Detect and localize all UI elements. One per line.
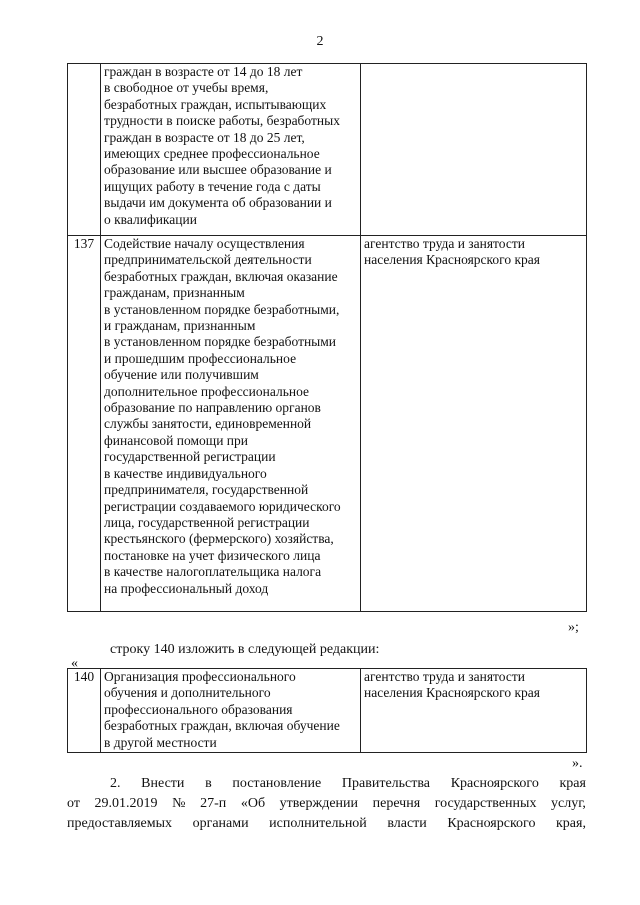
row-number-cell: 137 bbox=[68, 236, 101, 612]
word: предоставляемых bbox=[67, 816, 173, 831]
service-name-line: трудности в поиске работы, безработных bbox=[104, 113, 340, 129]
service-name-line: государственной регистрации bbox=[104, 449, 276, 465]
closing-quote-period: ». bbox=[572, 756, 583, 771]
service-name-line: службы занятости, единовременной bbox=[104, 416, 312, 432]
service-name-line: в установленном порядке безработными bbox=[104, 334, 337, 350]
word: 2. bbox=[110, 776, 121, 791]
service-name-line: Организация профессионального bbox=[104, 669, 296, 684]
service-name-line: граждан в возрасте от 14 до 18 лет bbox=[104, 64, 303, 79]
page-number: 2 bbox=[316, 34, 324, 49]
service-name-line: крестьянского (фермерского) хозяйства, bbox=[104, 531, 334, 547]
service-name-line: лица, государственной регистрации bbox=[104, 514, 310, 530]
service-name-line: безработных граждан, включая обучение bbox=[104, 718, 340, 734]
word: исполнительной bbox=[269, 816, 367, 831]
service-name-line: обучения и дополнительного bbox=[104, 685, 271, 701]
word: Правительства bbox=[341, 776, 431, 791]
service-name-line: регистрации создаваемого юридического bbox=[104, 498, 341, 514]
service-name-line: о квалификации bbox=[104, 211, 197, 227]
service-name-line: профессионального образования bbox=[104, 701, 293, 717]
row-140-table bbox=[67, 668, 587, 753]
agency-cell bbox=[361, 669, 587, 753]
service-name-line: выдачи им документа об образовании и bbox=[104, 195, 332, 211]
body-paragraph bbox=[67, 774, 586, 834]
word: Красноярского bbox=[450, 776, 539, 791]
paragraph-line bbox=[67, 794, 586, 814]
service-name-line: и прошедшим профессиональное bbox=[104, 350, 297, 366]
agency-line: агентство труда и занятости bbox=[364, 669, 525, 684]
closing-quote-semicolon: »; bbox=[568, 620, 579, 635]
word: Красноярского bbox=[447, 816, 536, 831]
word: «Об bbox=[240, 796, 266, 811]
table-row-140 bbox=[68, 669, 587, 753]
word: власти bbox=[387, 816, 427, 831]
service-name-line: на профессиональный доход bbox=[104, 580, 269, 596]
services-table bbox=[67, 63, 587, 612]
service-name-line: безработных граждан, испытывающих bbox=[104, 96, 327, 112]
row-number-cell: 140 bbox=[68, 669, 101, 753]
word: Внести bbox=[141, 776, 185, 791]
service-name-line: предпринимательской деятельности bbox=[104, 252, 312, 268]
agency-cell bbox=[361, 236, 587, 612]
service-name-line: в качестве индивидуального bbox=[104, 465, 267, 481]
word: утверждении bbox=[279, 796, 359, 811]
word: края, bbox=[555, 816, 586, 831]
word: постановление bbox=[232, 776, 322, 791]
service-name-line: постановке на учет физического лица bbox=[104, 547, 321, 563]
service-name-line: ищущих работу в течение года с даты bbox=[104, 178, 321, 194]
service-name-cell bbox=[101, 236, 361, 612]
word: услуг, bbox=[551, 796, 586, 811]
row-number-cell bbox=[68, 64, 101, 236]
service-name-line: образование или высшее образование и bbox=[104, 162, 332, 178]
service-name-line: Содействие началу осуществления bbox=[104, 236, 305, 251]
amendment-instruction: строку 140 изложить в следующей редакции: bbox=[110, 642, 380, 657]
service-name-line: в качестве налогоплательщика налога bbox=[104, 564, 322, 580]
opening-quote: « bbox=[71, 656, 78, 671]
service-name-line: имеющих среднее профессиональное bbox=[104, 146, 320, 162]
paragraph-line bbox=[67, 774, 586, 794]
service-name-line: образование по направлению органов bbox=[104, 400, 321, 416]
word: органами bbox=[192, 816, 249, 831]
service-name-line: безработных граждан, включая оказание bbox=[104, 268, 338, 284]
table-row-continued bbox=[68, 64, 587, 236]
service-name-cell bbox=[101, 669, 361, 753]
agency-cell bbox=[361, 64, 587, 236]
service-name-line: в свободное от учебы время, bbox=[104, 80, 269, 96]
service-name-line: финансовой помощи при bbox=[104, 432, 248, 448]
service-name-line: обучение или получившим bbox=[104, 367, 259, 383]
agency-line: населения Красноярского края bbox=[364, 685, 540, 701]
service-name-line: предпринимателя, государственной bbox=[104, 482, 309, 498]
paragraph-line bbox=[67, 814, 586, 834]
word: в bbox=[205, 776, 212, 791]
word: от bbox=[67, 796, 80, 811]
word: государственных bbox=[434, 796, 537, 811]
word: № bbox=[172, 796, 186, 811]
agency-line: агентство труда и занятости bbox=[364, 236, 525, 251]
word: 27-п bbox=[200, 796, 227, 811]
word: 29.01.2019 bbox=[94, 796, 158, 811]
table-row-137 bbox=[68, 236, 587, 612]
word: края bbox=[559, 776, 586, 791]
service-name-line: в другой местности bbox=[104, 734, 217, 750]
word: перечня bbox=[372, 796, 421, 811]
service-name-cell bbox=[101, 64, 361, 236]
service-name-line: дополнительное профессиональное bbox=[104, 383, 310, 399]
service-name-line: граждан в возрасте от 18 до 25 лет, bbox=[104, 129, 305, 145]
service-name-line: в установленном порядке безработными, bbox=[104, 301, 340, 317]
service-name-line: и гражданам, признанным bbox=[104, 318, 256, 334]
agency-line: населения Красноярского края bbox=[364, 252, 540, 268]
service-name-line: гражданам, признанным bbox=[104, 285, 245, 301]
